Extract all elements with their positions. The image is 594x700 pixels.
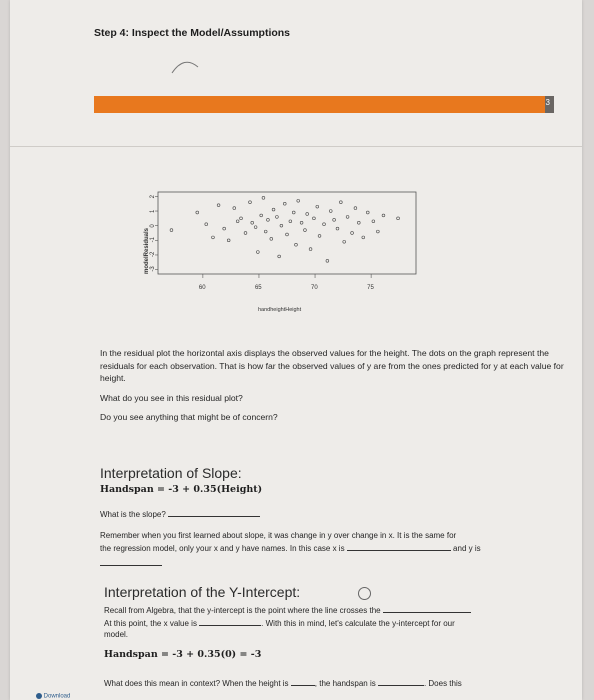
cursor-arc-mark [170, 55, 200, 75]
residual-point [205, 223, 208, 226]
residual-point [251, 221, 254, 224]
intercept-line2-text: At this point, the x value is [104, 619, 197, 628]
x-tick-label: 70 [311, 285, 318, 291]
section-divider [10, 146, 582, 147]
residual-point [297, 199, 300, 202]
intercept-question-row [104, 676, 574, 689]
residual-point [346, 215, 349, 218]
residual-point [329, 210, 332, 213]
download-icon [36, 693, 42, 699]
residual-point [292, 211, 295, 214]
residual-point [212, 236, 215, 239]
residual-point [354, 207, 357, 210]
slope-note [100, 530, 570, 569]
residual-point [323, 223, 326, 226]
residual-point [351, 232, 354, 235]
x-tick-label: 60 [198, 285, 206, 291]
intercept-text [104, 603, 564, 640]
residual-point [306, 213, 309, 216]
x-tick-label: 65 [254, 285, 262, 291]
handspan-text: , the handspan is [314, 679, 376, 688]
residual-point [217, 204, 220, 207]
residual-point [280, 224, 283, 227]
residual-point [233, 207, 236, 210]
residual-point [267, 218, 270, 221]
residual-point [362, 236, 365, 239]
residual-point [249, 201, 252, 204]
instructions-block [100, 347, 570, 431]
residual-point [313, 217, 316, 220]
residual-point [318, 235, 321, 238]
worksheet-page [10, 0, 582, 700]
download-button[interactable] [36, 693, 70, 700]
residual-point [382, 214, 385, 217]
intercept-line3: model. [104, 630, 129, 639]
does-this-text: . Does this [423, 679, 462, 688]
residual-point [264, 230, 267, 233]
page-title: Step 4: Inspect the Model/Assumptions [94, 27, 291, 39]
plot-y-axis-label: modelResiduals [144, 227, 150, 274]
slope-answer-blank[interactable] [168, 507, 260, 517]
intercept-formula: Handspan = -3 + 0.35(0) = -3 [104, 649, 262, 660]
intercept-question-text: What does this mean in context? When the height is [104, 679, 289, 688]
progress-label: 3 [545, 98, 550, 107]
residual-point [270, 237, 273, 240]
x-variable-blank[interactable] [347, 541, 451, 551]
residual-point [304, 229, 307, 232]
y-tick-label: -2 [150, 251, 156, 257]
residual-point [336, 227, 339, 230]
residual-point [333, 218, 336, 221]
residual-point [357, 221, 360, 224]
intercept-heading-text: Interpretation of the Y-Intercept: [104, 584, 301, 600]
slope-note-line1: Remember when you first learned about slope, it was change in y over change in x. It is the same for [100, 531, 457, 540]
slope-heading: Interpretation of Slope: [100, 465, 242, 481]
slope-note-x-text: the regression model, only your x and y have names. In this case x is [100, 544, 345, 553]
residual-point [170, 229, 173, 232]
residual-point [236, 220, 239, 223]
residual-point [339, 201, 342, 204]
x-value-blank[interactable] [199, 616, 261, 626]
residual-point [376, 230, 379, 233]
residual-point [300, 221, 303, 224]
progress-fill [94, 96, 545, 113]
residual-point [295, 243, 298, 246]
question-what-see: What do you see in this residual plot? [100, 392, 243, 403]
residual-point [289, 220, 292, 223]
residual-point [397, 217, 400, 220]
residual-point [278, 255, 281, 258]
slope-note-y-text: and y is [453, 544, 481, 553]
residual-point [309, 248, 312, 251]
residual-point [223, 227, 226, 230]
y-tick-label: 2 [150, 195, 156, 199]
intercept-line1-text: Recall from Algebra, that the y-intercept is the point where the line crosses the [104, 606, 381, 615]
download-label: Download [43, 693, 71, 700]
slope-formula: Handspan = -3 + 0.35(Height) [100, 484, 263, 495]
residual-point [272, 208, 275, 211]
residual-point [316, 205, 319, 208]
slope-question-row [100, 507, 260, 520]
residual-point [262, 196, 265, 199]
residual-point [260, 214, 263, 217]
residual-point [283, 202, 286, 205]
residual-point [254, 226, 257, 229]
residual-point [276, 215, 279, 218]
residual-plot [138, 186, 428, 326]
plot-x-axis-label: handheightHeight [258, 307, 302, 313]
y-variable-blank[interactable] [100, 556, 162, 566]
height-blank[interactable] [291, 676, 315, 686]
handspan-blank[interactable] [378, 676, 424, 686]
residual-point [244, 232, 247, 235]
residual-point [343, 240, 346, 243]
residual-point [326, 259, 329, 262]
residual-explanation: In the residual plot the horizontal axis displays the observed values for the height. The dots on the graph represent the residuals for each observation. That is how far the observed values of y are from the ones predicted for y at each value for height. [100, 348, 564, 383]
y-tick-label: -1 [150, 236, 156, 243]
residual-point [366, 211, 369, 214]
slope-question: What is the slope? [100, 510, 166, 519]
y-tick-label: 0 [150, 224, 156, 228]
x-tick-label: 75 [367, 285, 374, 291]
progress-bar [94, 96, 554, 113]
residual-point [256, 251, 259, 254]
slope-note-line2 [100, 541, 570, 554]
y-tick-label: -3 [150, 266, 156, 272]
intercept-line1 [104, 603, 564, 616]
residual-point [196, 211, 199, 214]
intercept-line2-rest: . With this in mind, let's calculate the y-intercept for our [261, 619, 455, 628]
y-tick-label: 1 [150, 209, 156, 214]
residual-point [286, 233, 289, 236]
crosses-blank[interactable] [383, 603, 471, 613]
residual-point [227, 239, 230, 242]
question-concern: Do you see anything that might be of concern? [100, 412, 278, 422]
residual-point [240, 217, 243, 220]
intercept-heading [104, 584, 300, 600]
intercept-line2 [104, 616, 564, 629]
radio-circle-icon[interactable] [358, 587, 371, 600]
residual-point [372, 220, 375, 223]
